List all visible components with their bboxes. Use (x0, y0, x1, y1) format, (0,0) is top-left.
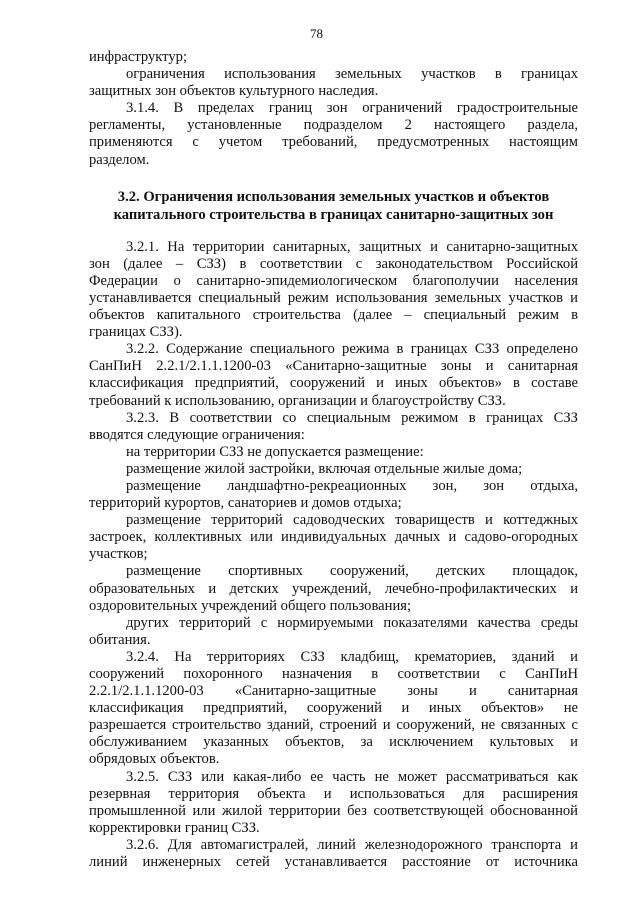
text-line: 3.2.3. В соответствии со специальным режимом в границах СЗЗ (126, 409, 578, 426)
text-line: 3.2.5. СЗЗ или какая-либо ее часть не может рассматриваться как (126, 768, 578, 785)
text-line: границах СЗЗ). (89, 324, 183, 341)
text-line: 3.1.4. В пределах границ зон ограничений градостроительные (126, 100, 578, 117)
text-line: размещение спортивных сооружений, детских площадок, (126, 563, 578, 580)
text-line: устанавливается специальный режим использования земельных участков и (89, 289, 578, 306)
text-line: разделом. (89, 151, 150, 168)
text-line: регламенты, установленные подразделом 2 настоящего раздела, (89, 117, 578, 134)
text-line: классификация предприятий, сооружений и иных объектов» в составе (89, 375, 578, 392)
text-line: обслуживанием указанных объектов, за исключением культовых и (89, 734, 578, 751)
text-line: СанПиН 2.2.1/2.1.1.1200-03 «Санитарно-защитные зоны и санитарная (89, 358, 578, 375)
text-line: зон (далее – СЗЗ) в соответствии с законодательством Российской (89, 255, 578, 272)
section-heading: капитального строительства в границах санитарно-защитных зон (113, 206, 554, 223)
text-line: размещение ландшафтно-рекреационных зон, зон отдыха, (126, 477, 578, 494)
text-line: обитания. (89, 631, 151, 648)
text-line: образовательных и детских учреждений, лечебно-профилактических и (89, 580, 578, 597)
text-line: 2.2.1/2.1.1.1200-03 «Санитарно-защитные зоны и санитарная (89, 683, 578, 700)
text-line: 3.2.1. На территории санитарных, защитных и санитарно-защитных (126, 238, 578, 255)
text-line: других территорий с нормируемыми показателями качества среды (126, 614, 578, 631)
page-number: 78 (310, 26, 323, 41)
text-line: линий инженерных сетей устанавливается расстояние от источника (89, 854, 578, 871)
text-line: размещение территорий садоводческих товариществ и коттеджных (126, 512, 578, 529)
text-line: обрядовых объектов. (89, 751, 220, 768)
text-line: промышленной или жилой территории без соответствующей обоснованной (89, 802, 578, 819)
text-line: резервная территория объекта и использоваться для расширения (89, 785, 578, 802)
text-line: инфраструктур; (89, 49, 188, 65)
text-line: 3.2.2. Содержание специального режима в границах СЗЗ определено (126, 341, 578, 358)
text-line: ограничения использования земельных участков в границах (126, 66, 578, 83)
text-line: корректировки границ СЗЗ. (89, 819, 260, 836)
text-line: сооружений похоронного назначения в соответствии с СанПиН (89, 666, 578, 682)
text-line: застроек, коллективных или индивидуальных дачных и садово-огородных (89, 529, 578, 546)
text-line: объектов капитального строительства (далее – специальный режим в (89, 307, 578, 324)
text-line: применяются с учетом требований, предусмотренных настоящим (89, 134, 578, 151)
section-heading: 3.2. Ограничения использования земельных участков и объектов (117, 188, 550, 205)
text-line: защитных зон объектов культурного наследия. (89, 83, 379, 100)
text-line: на территории СЗЗ не допускается размещение: (126, 443, 424, 460)
text-line: 3.2.4. На территориях СЗЗ кладбищ, крематориев, зданий и (126, 648, 578, 665)
document-body (89, 49, 578, 871)
text-line: Федерации о санитарно-эпидемиологическом благополучии населения (89, 272, 578, 289)
text-line: оздоровительных учреждений общего пользования; (89, 597, 412, 614)
text-line: размещение жилой застройки, включая отдельные жилые дома; (126, 460, 523, 477)
text-line: классификация предприятий, сооружений и иных объектов» не (89, 700, 578, 717)
text-line: разрешается строительство зданий, строений и сооружений, не связанных с (89, 717, 578, 734)
text-line: вводятся следующие ограничения: (89, 426, 305, 443)
text-line: участков; (89, 546, 148, 563)
text-line: требований к использованию, организации и благоустройству СЗЗ. (89, 392, 506, 409)
text-line: территорий курортов, санаториев и домов отдыха; (89, 495, 402, 512)
text-line: 3.2.6. Для автомагистралей, линий железнодорожного транспорта и (126, 836, 578, 853)
